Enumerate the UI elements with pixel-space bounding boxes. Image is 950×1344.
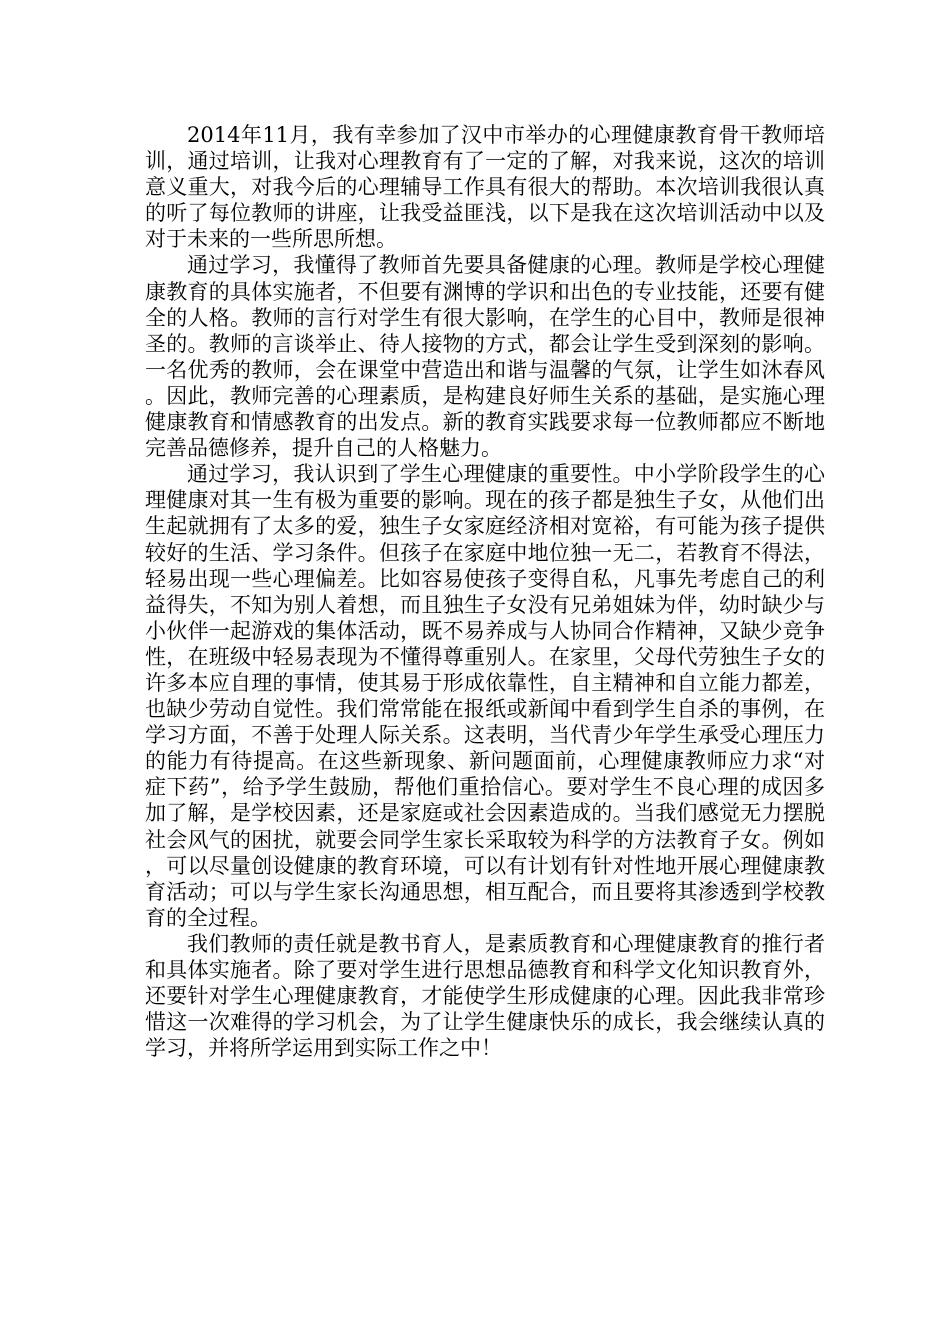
document-body xyxy=(145,122,825,1061)
paragraph-student-mental-health: 通过学习，我认识到了学生心理健康的重要性。中小学阶段学生的心理健康对其一生有极为重要的影响。现在的孩子都是独生子女，从他们出生起就拥有了太多的爱，独生子女家庭经济相对宽裕，有可能为孩子提供较好的生活、学习条件。但孩子在家庭中地位独一无二，若教育不得法，轻易出现一些心理偏差。比如容易使孩子变得自私，凡事先考虑自己的利益得失，不知为别人着想，而且独生子女没有兄弟姐妹为伴，幼时缺少与小伙伴一起游戏的集体活动，既不易养成与人协同合作精神，又缺少竞争性，在班级中轻易表现为不懂得尊重别人。在家里，父母代劳独生子女的许多本应自理的事情，使其易于形成依靠性，自主精神和自立能力都差，也缺少劳动自觉性。我们常常能在报纸或新闻中看到学生自杀的事例，在学习方面，不善于处理人际关系。这表明，当代青少年学生承受心理压力的能力有待提高。在这些新现象、新问题面前，心理健康教师应力求“对症下药”，给予学生鼓励，帮他们重拾信心。要对学生不良心理的成因多加了解，是学校因素，还是家庭或社会因素造成的。当我们感觉无力摆脱社会风气的困扰，就要会同学生家长采取较为科学的方法教育子女。例如，可以尽量创设健康的教育环境，可以有计划有针对性地开展心理健康教育活动；可以与学生家长沟通思想，相互配合，而且要将其渗透到学校教育的全过程。 xyxy=(145,462,825,930)
paragraph-teacher-mental-health: 通过学习，我懂得了教师首先要具备健康的心理。教师是学校心理健康教育的具体实施者，不但要有渊博的学识和出色的专业技能，还要有健全的人格。教师的言行对学生有很大影响，在学生的心目中，教师是很神圣的。教师的言谈举止、待人接物的方式，都会让学生受到深刻的影响。一名优秀的教师，会在课堂中营造出和谐与温馨的气氛，让学生如沐春风。因此，教师完善的心理素质，是构建良好师生关系的基础，是实施心理健康教育和情感教育的出发点。新的教育实践要求每一位教师都应不断地完善品德修养，提升自己的人格魅力。 xyxy=(145,253,825,461)
paragraph-training-intro: 2014年11月，我有幸参加了汉中市举办的心理健康教育骨干教师培训，通过培训，让我对心理教育有了一定的了解，对我来说，这次的培训意义重大，对我今后的心理辅导工作具有很大的帮助。本次培训我很认真的听了每位教师的讲座，让我受益匪浅，以下是我在这次培训活动中以及对于未来的一些所思所想。 xyxy=(145,123,825,252)
paragraph-teacher-responsibility: 我们教师的责任就是教书育人，是素质教育和心理健康教育的推行者和具体实施者。除了要对学生进行思想品德教育和科学文化知识教育外，还要针对学生心理健康教育，才能使学生形成健康的心理。因此我非常珍惜这一次难得的学习机会，为了让学生健康快乐的成长，我会继续认真的学习，并将所学运用到实际工作之中！ xyxy=(145,931,825,1061)
